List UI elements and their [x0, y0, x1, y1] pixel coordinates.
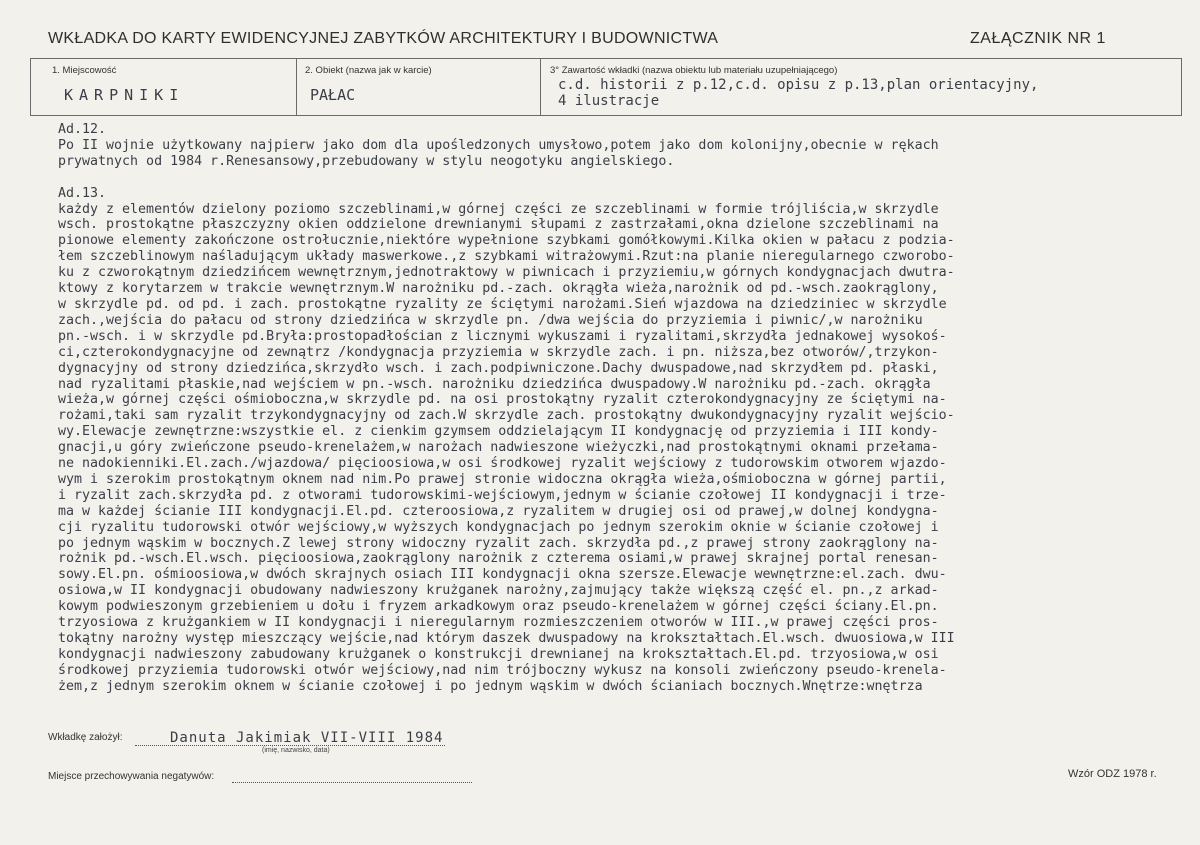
place-label: 1. Miejscowość	[52, 65, 117, 76]
annex-number: ZAŁĄCZNIK NR 1	[970, 30, 1106, 47]
fields-right-border	[1181, 58, 1182, 115]
negatives-line	[232, 782, 472, 783]
author-label: Wkładkę założył:	[48, 732, 123, 743]
form-version: Wzór ODZ 1978 r.	[1068, 768, 1157, 780]
author-caption: (imię, nazwisko, data)	[262, 747, 330, 754]
object-label: 2. Obiekt (nazwa jak w karcie)	[305, 65, 432, 76]
form-title: WKŁADKA DO KARTY EWIDENCYJNEJ ZABYTKÓW ARCHITEKTURY I BUDOWNICTWA	[48, 30, 719, 47]
content-value: c.d. historii z p.12,c.d. opisu z p.13,plan orientacyjny, 4 ilustracje	[558, 77, 1039, 109]
fields-left-border	[30, 58, 31, 115]
typed-description: Ad.12. Po II wojnie użytkowany najpierw jako dom dla upośledzonych umysłowo,potem jako dom kolonijny,obecnie w rękach prywatnych od 1984 r.Renesansowy,przebudowany w stylu neogotyku angielskiego. Ad.13. każdy z elementów dzielony poziomo szczeblinami,w górnej części ze szczeblinami w formie trójliścia,w skrzydle wsch. prostokątne płaszczyzny okien oddzielone drewnianymi słupami z zastrzałami,okna dzielone szczeblinami na pionowe elementy zakończone ostrołucznie,niektóre wypełnione szybkami gomółkowymi.Kilka okien w pałacu z podzia- łem szczeblinowym naśladującym układy maswerkowe.,z szybkami witrażowymi.Rzut:na planie nieregularnego czworobo- ku z czworokątnym dziedzińcem wewnętrznym,jednotraktowy w piwnicach i przyziemiu,w górnych kondygnacjach dwutra- ktowy z korytarzem w trakcie wewnętrznym.W narożniku pd.-zach. okrągła wieża,narożnik od pd.-wsch.zaokrąglony, w skrzydle pd. od pd. i zach. prostokątne ryzality ze ściętymi narożami.Sień wjazdowa na dziedziniec w skrzydle zach.,wejścia do pałacu od strony dziedzińca w skrzydle pn. /dwa wejścia do przyziemia i piwnic/,w narożniku pn.-wsch. i w skrzydle pd.Bryła:prostopadłościan z licznymi wykuszami i ryzalitami,skrzydła jednakowej wysokoś- ci,czterokondygnacyjne od zewnątrz /kondygnacja przyziemia w skrzydle zach. i pn. niższa,bez otworów/,trzykon- dygnacyjny od strony dziedzińca,skrzydło wsch. i zach.podpiwniczone.Dachy dwuspadowe,nad skrzydłem pd. płaski, nad ryzalitami płaskie,nad wejściem w pn.-wsch. narożniku dziedzińca dwuspadowy.W narożniku pd.-zach. okrągła wieża,w górnej części ośmioboczna,w skrzydle pd. na osi prostokątny ryzalit czterokondygnacyjny ze ściętymi na- rożami,taki sam ryzalit trzykondygnacyjny od zach.W skrzydle zach. prostokątny dwukondygnacyjny ryzalit wejścio- wy.Elewacje zewnętrzne:wszystkie el. z cienkim gzymsem oddzielającym II kondygnację od przyziemia i III kondy- gnacji,u góry zwieńczone pseudo-krenelażem,w narożach nadwieszone wieżyczki,nad prostokątnymi oknami przełama- ne nadokienniki.El.zach./wjazdowa/ pięcioosiowa,w osi środkowej ryzalit wejściowy z tudorowskim otworem wjazdo- wym i szerokim prostokątnym oknem nad nim.Po prawej stronie widoczna okrągła wieża,ośmioboczna w górnej partii, i ryzalit zach.skrzydła pd. z otworami tudorowskimi-wejściowym,jednym w ścianie czołowej II kondygnacji i trze- ma w każdej ścianie III kondygnacji.El.pd. czteroosiowa,z ryzalitem w drugiej osi od prawej,w dolnej kondygna- cji ryzalitu tudorowski otwór wejściowy,w wyższych kondygnacjach po jednym szerokim oknie w ścianie czołowej i po jednym wąskim w bocznych.Z lewej strony widoczny ryzalit zach. skrzydła pd.,z prawej strony zaokrąglony na- rożnik pd.-wsch.El.wsch. pięcioosiowa,zaokrąglony narożnik z czterema osiami,w prawej skrajnej portal renesan- sowy.El.pn. ośmioosiowa,w dwóch skrajnych osiach III kondygnacji okna szersze.Elewacje wewnętrzne:el.zach. dwu- osiowa,w II kondygnacji obudowany nadwieszony krużganek narożny,zajmujący także większą część el. pn.,z arkad- kowym podwieszonym grzebieniem u dołu i fryzem arkadkowym oraz pseudo-krenelażem w górnej części ściany.El.pn. trzyosiowa z krużgankiem w II kondygnacji i nieregularnym rozmieszczeniem otworów w III.,w prawej części pros- tokątny narożny występ mieszczący wejście,nad którym daszek dwuspadowy na krokształtach.El.wsch. dwuosiowa,w III kondygnacji nadwieszony zabudowany krużganek o konstrukcji drewnianej na krokształtach.El.pd. trzyosiowa,w osi środkowej przyziemia tudorowski otwór wejściowy,nad nim trójboczny wykusz na konsoli zwieńczony pseudo-krenela- żem,z jednym szerokim oknem w ścianie czołowej i po jednym wąskim w dwóch ścianiach bocznych.Wnętrze:wnętrza	[58, 122, 955, 694]
negatives-label: Miejsce przechowywania negatywów:	[48, 771, 215, 782]
content-label: 3° Zawartość wkładki (nazwa obiektu lub materiału uzupełniającego)	[550, 65, 838, 76]
field-divider-2	[540, 58, 541, 115]
fields-rule	[30, 115, 1182, 116]
author-value: Danuta Jakimiak VII-VIII 1984	[170, 730, 444, 746]
place-value: KARPNIKI	[64, 86, 185, 104]
field-divider-1	[296, 58, 297, 115]
object-value: PAŁAC	[310, 86, 356, 104]
header-rule	[30, 58, 1182, 59]
